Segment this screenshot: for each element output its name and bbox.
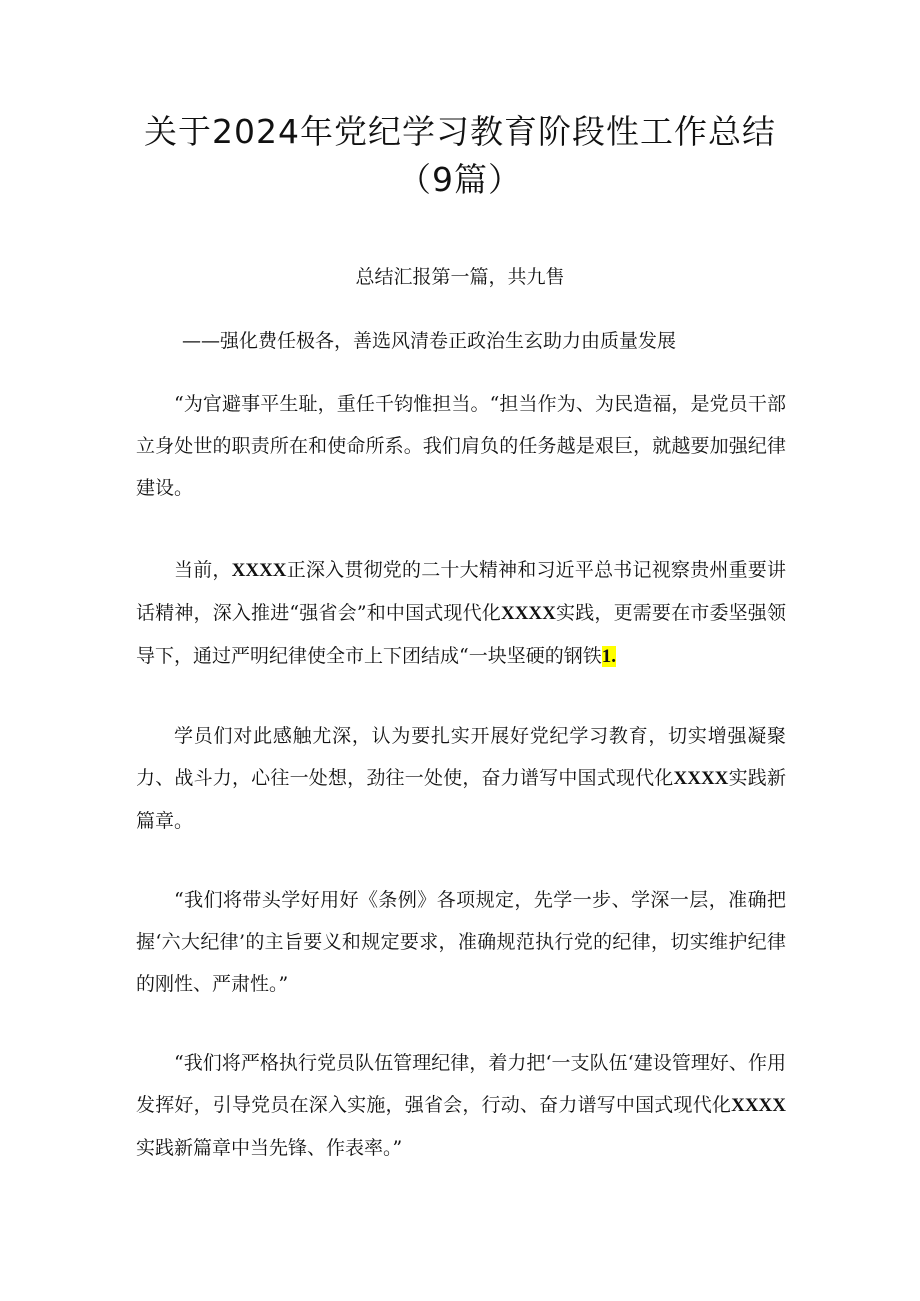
paragraph-3 bbox=[136, 715, 786, 842]
paragraph-2-text-c: 正深入贯彻党的二十大精神和习近平总书记视察贵州重要讲话精神，深入推进“强省会”和中国式现代化 bbox=[136, 559, 786, 624]
paragraph-2 bbox=[136, 549, 786, 678]
placeholder-xxxx: XXXX bbox=[673, 768, 729, 789]
paragraph-5-text-c: 实践新篇章中当先锋、作表率。” bbox=[136, 1137, 403, 1159]
section-subtitle: ——强化费任极各，善选风清卷正政治生玄助力由质量发展 bbox=[182, 330, 677, 352]
paragraph-1: “为官避事平生耻，重任千钧惟担当。“担当作为、为民造福，是党员干部立身处世的职责所在和使命所系。我们肩负的任务越是艰巨，就越要加强纪律建设。 bbox=[136, 393, 786, 499]
document-title-line-1: 关于2024年党纪学习教育阶段性工作总结 bbox=[144, 112, 776, 151]
placeholder-xxxx: XXXX bbox=[731, 1095, 786, 1116]
highlighted-mark: 1. bbox=[601, 646, 616, 667]
paragraph-2-text-a: 当前， bbox=[174, 559, 232, 581]
paragraph-5 bbox=[136, 1042, 786, 1169]
paragraph-4: “我们将带头学好用好《条例》各项规定，先学一步、学深一层，准确把握‘六大纪律’的主旨要义和规定要求，准确规范执行党的纪律，切实维护纪律的刚性、严肃性。” bbox=[136, 889, 786, 995]
paragraph-5-text-a: “我们将严格执行党员队伍管理纪律，着力把‘一支队伍‘建设管理好、作用发挥好，引导党员在深入实施，强省会，行动、奋力谱写中国式现代化 bbox=[136, 1052, 786, 1116]
section-heading: 总结汇报第一篇，共九售 bbox=[355, 266, 565, 288]
placeholder-xxxx: XXXX bbox=[231, 560, 287, 581]
paragraph-3-text-a: 学员们对此感触尤深，认为要扎实开展好党纪学习教育，切实增强凝聚力、战斗力，心往一处想，劲往一处使，奋力谱写中国式现代化 bbox=[136, 725, 786, 789]
paragraph-2-text-e: 实践，更需要在市委坚强领导下，通过严明纪律使全市上下团结成“一块坚硬的钢铁 bbox=[136, 602, 786, 667]
placeholder-xxxx: XXXX bbox=[500, 603, 556, 624]
paragraph-3-text-c: 实践新篇章。 bbox=[136, 767, 786, 832]
document-title-line-2: （9篇） bbox=[398, 160, 522, 199]
